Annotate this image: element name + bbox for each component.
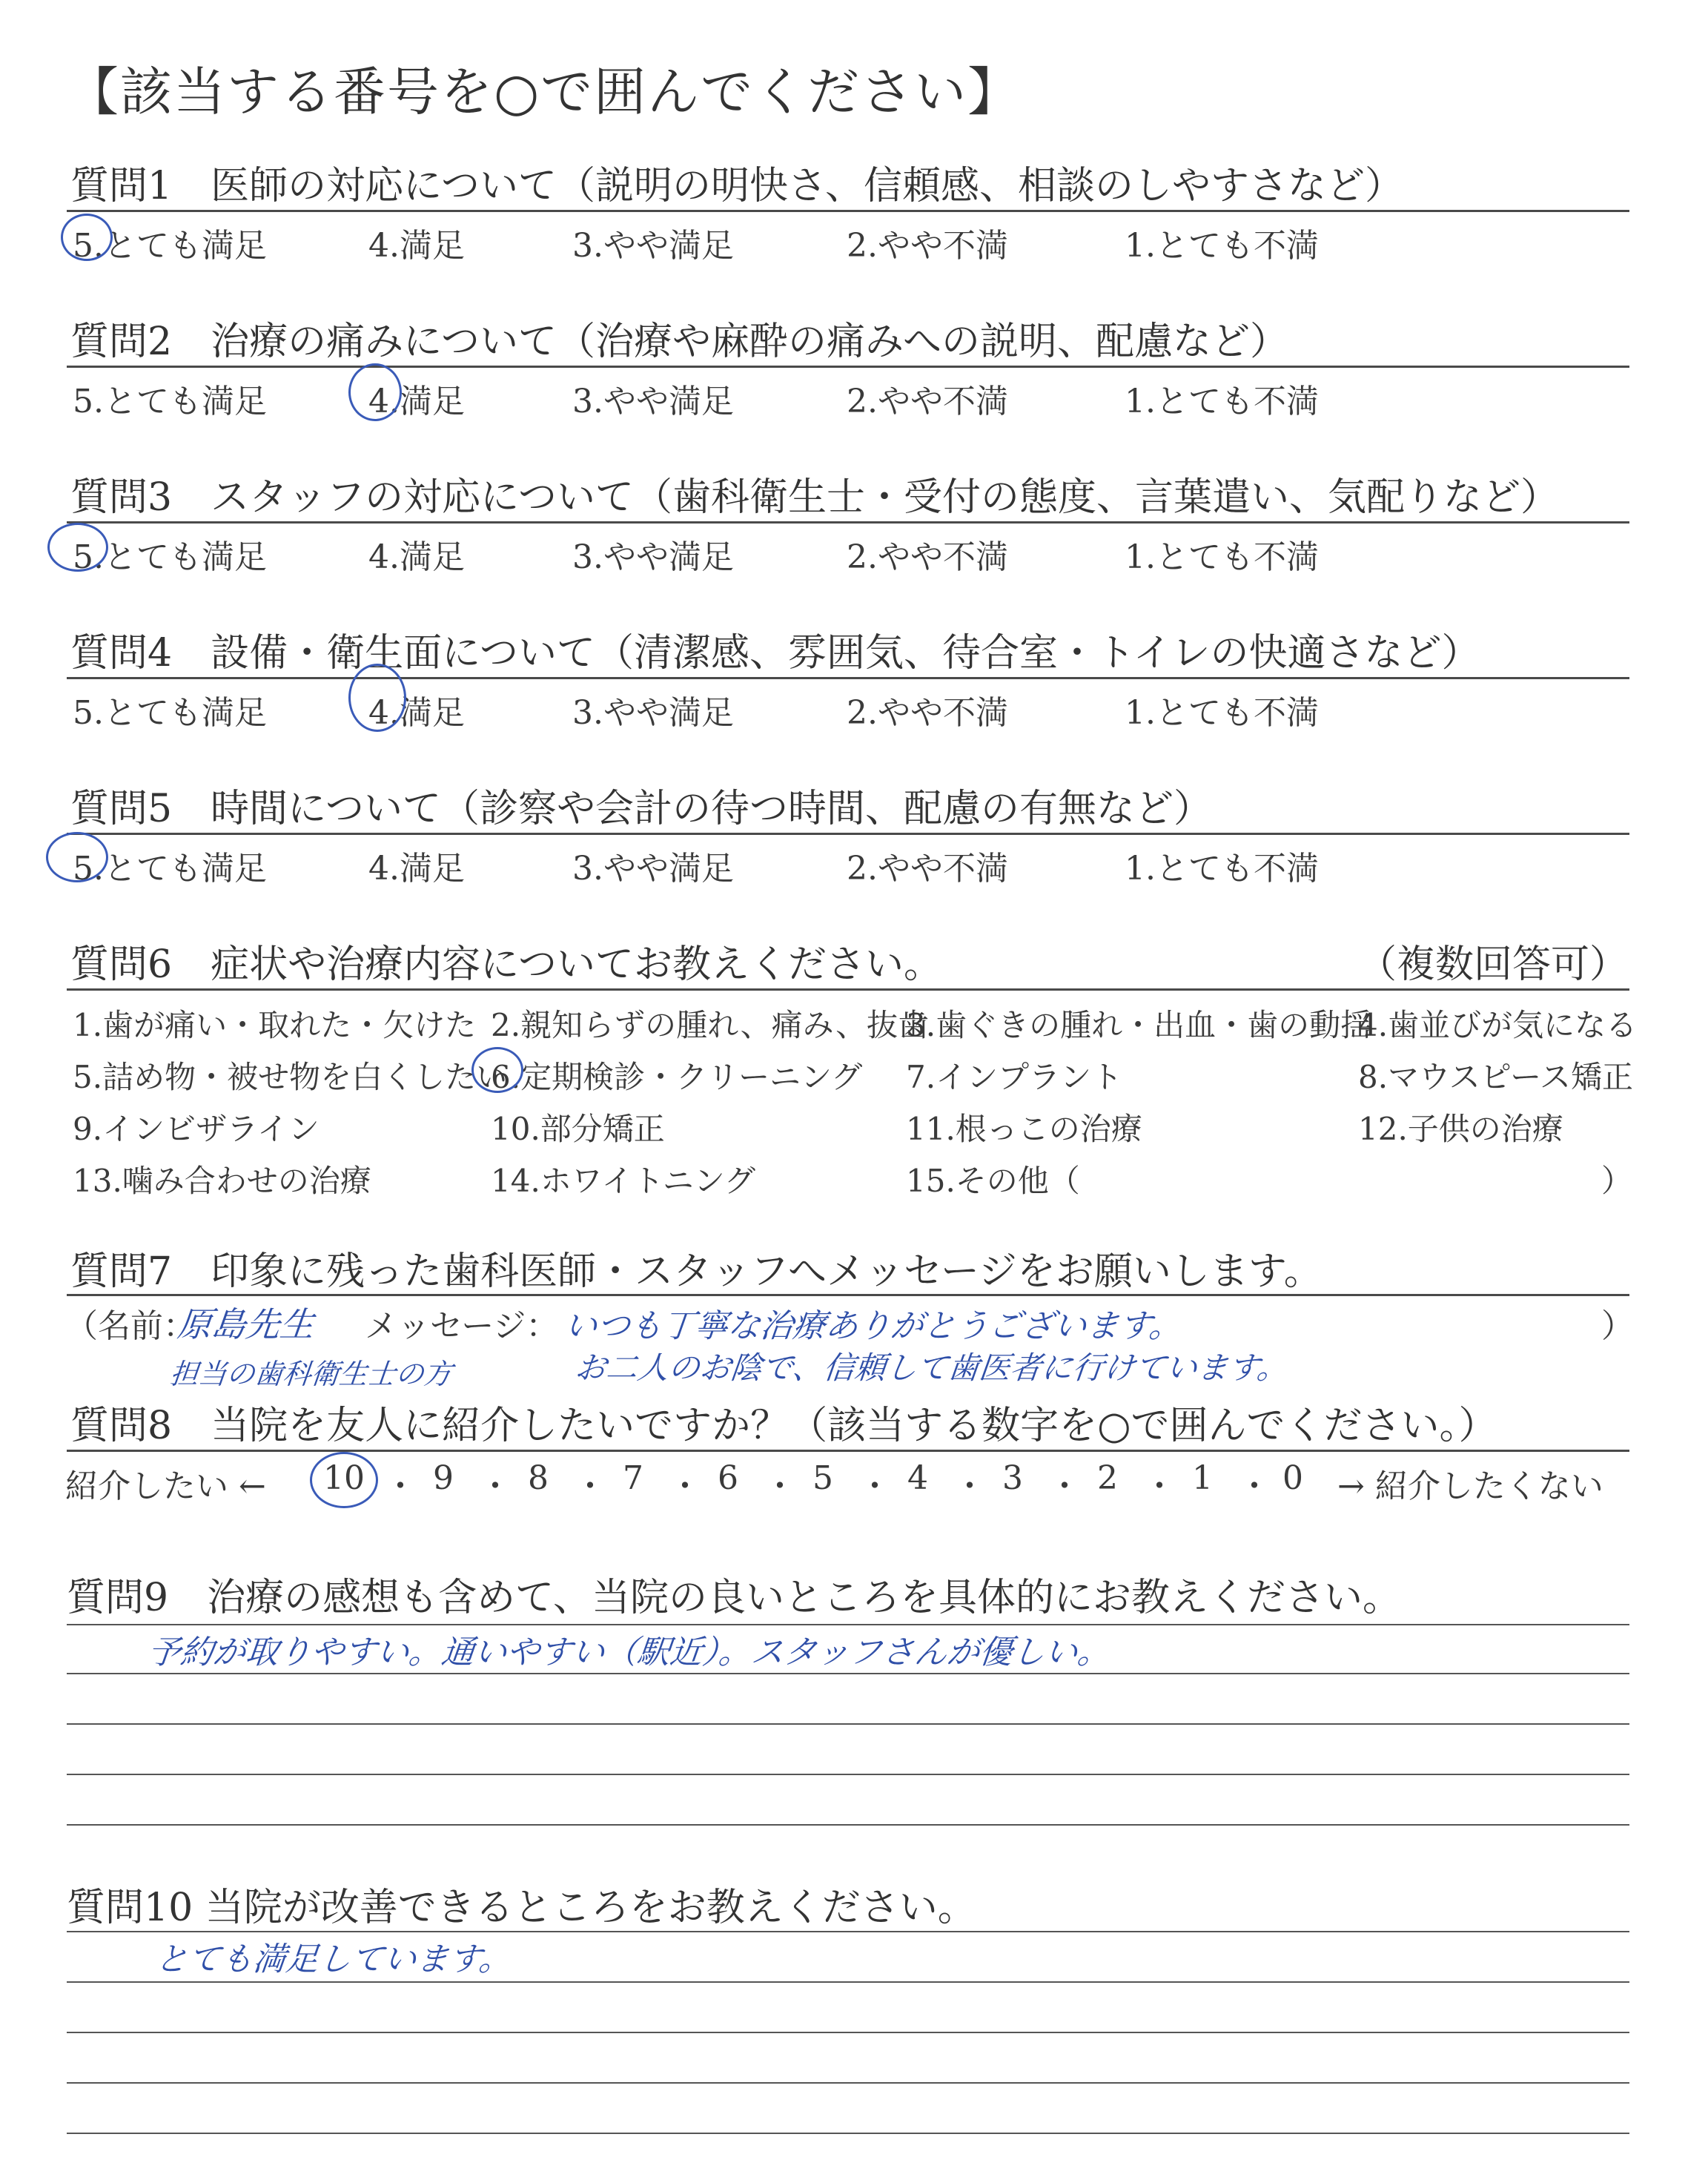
q10-answer-line bbox=[67, 2082, 1629, 2084]
q5-rule bbox=[67, 833, 1629, 835]
q8-option-0[interactable]: 0 bbox=[1282, 1459, 1303, 1497]
q6-option-10[interactable]: 10.部分矯正 bbox=[491, 1111, 665, 1147]
q6-option-11[interactable]: 11.根っこの治療 bbox=[906, 1111, 1142, 1147]
q8-right-label: → 紹介したくない bbox=[1337, 1467, 1603, 1505]
q6-option-5[interactable]: 5.詰め物・被せ物を白くしたい bbox=[73, 1059, 508, 1095]
q6-option-12[interactable]: 12.子供の治療 bbox=[1358, 1111, 1563, 1147]
q8-left-label: 紹介したい ← bbox=[65, 1467, 266, 1505]
q8-option-5[interactable]: 5 bbox=[812, 1459, 833, 1497]
q10-handwritten-answer: とても満足しています。 bbox=[153, 1941, 514, 1978]
q4-option-4[interactable]: 4.満足 bbox=[368, 694, 465, 732]
q3-rule bbox=[67, 521, 1629, 524]
q8-dot: ・ bbox=[1143, 1467, 1176, 1505]
q2-option-2[interactable]: 2.やや不満 bbox=[847, 383, 1008, 420]
q1-option-1[interactable]: 1.とても不満 bbox=[1125, 227, 1319, 265]
q2-option-3[interactable]: 3.やや満足 bbox=[572, 383, 734, 420]
q2-title: 質問2 治療の痛みについて（治療や麻酔の痛みへの説明、配慮など） bbox=[70, 320, 1289, 364]
q8-title: 質問8 当院を友人に紹介したいですか？（該当する数字を○で囲んでください。） bbox=[70, 1404, 1497, 1448]
q4-title: 質問4 設備・衛生面について（清潔感、雰囲気、待合室・トイレの快適さなど） bbox=[70, 631, 1480, 676]
q2-rule bbox=[67, 366, 1629, 368]
q6-rule bbox=[67, 988, 1629, 991]
q9-answer-line bbox=[67, 1824, 1629, 1826]
q5-selection-circle bbox=[46, 832, 108, 882]
q6-option-8[interactable]: 8.マウスピース矯正 bbox=[1358, 1059, 1634, 1095]
q5-option-2[interactable]: 2.やや不満 bbox=[847, 850, 1008, 888]
q8-option-1[interactable]: 1 bbox=[1192, 1459, 1213, 1497]
q10-answer-line bbox=[67, 2032, 1629, 2033]
q6-multiple-note: （複数回答可） bbox=[1358, 942, 1629, 987]
q6-option-13[interactable]: 13.噛み合わせの治療 bbox=[73, 1163, 371, 1199]
q1-option-5[interactable]: 5.とても満足 bbox=[73, 227, 267, 265]
q7-name-label: （名前： bbox=[65, 1307, 196, 1345]
q8-dot: ・ bbox=[1238, 1467, 1271, 1505]
q6-option-2[interactable]: 2.親知らずの腫れ、痛み、抜歯 bbox=[491, 1007, 930, 1043]
q5-option-1[interactable]: 1.とても不満 bbox=[1125, 850, 1319, 888]
q3-option-2[interactable]: 2.やや不満 bbox=[847, 538, 1008, 576]
q6-option-7[interactable]: 7.インプラント bbox=[906, 1059, 1123, 1095]
q8-option-6[interactable]: 6 bbox=[718, 1459, 738, 1497]
q2-option-4[interactable]: 4.満足 bbox=[368, 383, 465, 420]
q7-handwritten-name-2: 担当の歯科衛生士の方 bbox=[168, 1358, 454, 1390]
q8-selection-circle bbox=[310, 1452, 378, 1508]
q1-rule bbox=[67, 210, 1629, 212]
q5-option-5[interactable]: 5.とても満足 bbox=[73, 850, 267, 888]
q7-rule bbox=[67, 1294, 1629, 1296]
q8-dot: ・ bbox=[669, 1467, 701, 1505]
q8-option-10[interactable]: 10 bbox=[323, 1459, 365, 1497]
q10-answer-line bbox=[67, 2133, 1629, 2134]
q7-title: 質問7 印象に残った歯科医師・スタッフへメッセージをお願いします。 bbox=[70, 1249, 1323, 1294]
q8-option-7[interactable]: 7 bbox=[623, 1459, 643, 1497]
q2-option-1[interactable]: 1.とても不満 bbox=[1125, 383, 1319, 420]
q8-option-2[interactable]: 2 bbox=[1097, 1459, 1118, 1497]
q3-option-5[interactable]: 5.とても満足 bbox=[73, 538, 267, 576]
form-header: 【該当する番号を○で囲んでください】 bbox=[67, 62, 1022, 122]
q4-rule bbox=[67, 677, 1629, 679]
q1-selection-circle bbox=[61, 214, 113, 261]
q6-option-9[interactable]: 9.インビザライン bbox=[73, 1111, 320, 1147]
q6-option-6[interactable]: 6.定期検診・クリーニング bbox=[491, 1059, 863, 1095]
q8-dot: ・ bbox=[384, 1467, 417, 1505]
q9-title: 質問9 治療の感想も含めて、当院の良いところを具体的にお教えください。 bbox=[67, 1576, 1402, 1620]
q4-option-5[interactable]: 5.とても満足 bbox=[73, 694, 267, 732]
q8-dot: ・ bbox=[858, 1467, 891, 1505]
q4-option-3[interactable]: 3.やや満足 bbox=[572, 694, 734, 732]
q7-handwritten-message-2: お二人のお陰で、信頼して歯医者に行けています。 bbox=[573, 1350, 1291, 1386]
q9-answer-line bbox=[67, 1723, 1629, 1725]
q8-rule bbox=[67, 1450, 1629, 1452]
q8-option-8[interactable]: 8 bbox=[528, 1459, 549, 1497]
q1-title: 質問1 医師の対応について（説明の明快さ、信頼感、相談のしやすさなど） bbox=[70, 164, 1403, 208]
q2-option-5[interactable]: 5.とても満足 bbox=[73, 383, 267, 420]
q1-option-2[interactable]: 2.やや不満 bbox=[847, 227, 1008, 265]
q3-selection-circle bbox=[47, 523, 108, 572]
q7-handwritten-name: 原島先生 bbox=[175, 1304, 317, 1344]
q7-handwritten-message-1: いつも丁寧な治療ありがとうございます。 bbox=[562, 1307, 1184, 1345]
q9-answer-line bbox=[67, 1673, 1629, 1674]
q6-option-1[interactable]: 1.歯が痛い・取れた・欠けた bbox=[73, 1007, 477, 1043]
q4-selection-circle bbox=[348, 664, 406, 732]
q6-option-14[interactable]: 14.ホワイトニング bbox=[491, 1163, 756, 1199]
q5-title: 質問5 時間について（診察や会計の待つ時間、配慮の有無など） bbox=[70, 787, 1213, 831]
q8-dot: ・ bbox=[953, 1467, 986, 1505]
q8-dot: ・ bbox=[1048, 1467, 1081, 1505]
q3-option-1[interactable]: 1.とても不満 bbox=[1125, 538, 1319, 576]
q9-answer-line bbox=[67, 1774, 1629, 1775]
q8-dot: ・ bbox=[479, 1467, 512, 1505]
q9-handwritten-answer: 予約が取りやすい。通いやすい（駅近）。スタッフさんが優しい。 bbox=[145, 1634, 1113, 1671]
q2-selection-circle bbox=[348, 363, 402, 421]
q3-option-4[interactable]: 4.満足 bbox=[368, 538, 465, 576]
q7-message-label: メッセージ： bbox=[365, 1307, 559, 1345]
q10-title: 質問10 当院が改善できるところをお教えください。 bbox=[67, 1886, 976, 1930]
q3-title: 質問3 スタッフの対応について（歯科衛生士・受付の態度、言葉遣い、気配りなど） bbox=[70, 475, 1560, 520]
q8-option-3[interactable]: 3 bbox=[1002, 1459, 1023, 1497]
q10-answer-line bbox=[67, 1981, 1629, 1983]
q1-option-4[interactable]: 4.満足 bbox=[368, 227, 465, 265]
q4-option-2[interactable]: 2.やや不満 bbox=[847, 694, 1008, 732]
q8-option-9[interactable]: 9 bbox=[433, 1459, 454, 1497]
q6-option-3[interactable]: 3.歯ぐきの腫れ・出血・歯の動揺 bbox=[906, 1007, 1372, 1043]
q5-option-4[interactable]: 4.満足 bbox=[368, 850, 465, 888]
q4-option-1[interactable]: 1.とても不満 bbox=[1125, 694, 1319, 732]
q8-dot: ・ bbox=[574, 1467, 606, 1505]
q8-option-4[interactable]: 4 bbox=[907, 1459, 928, 1497]
q5-option-3[interactable]: 3.やや満足 bbox=[572, 850, 734, 888]
q6-title: 質問6 症状や治療内容についてお教えください。 bbox=[70, 942, 943, 987]
q6-option-4[interactable]: 4.歯並びが気になる bbox=[1358, 1007, 1638, 1043]
q6-selection-circle bbox=[471, 1047, 523, 1093]
q3-option-3[interactable]: 3.やや満足 bbox=[572, 538, 734, 576]
q1-option-3[interactable]: 3.やや満足 bbox=[572, 227, 734, 265]
q6-other-close-paren: ） bbox=[1601, 1163, 1633, 1199]
q7-close-paren: ） bbox=[1601, 1307, 1634, 1345]
q6-option-15[interactable]: 15.その他（ bbox=[906, 1163, 1080, 1199]
q8-dot: ・ bbox=[764, 1467, 796, 1505]
